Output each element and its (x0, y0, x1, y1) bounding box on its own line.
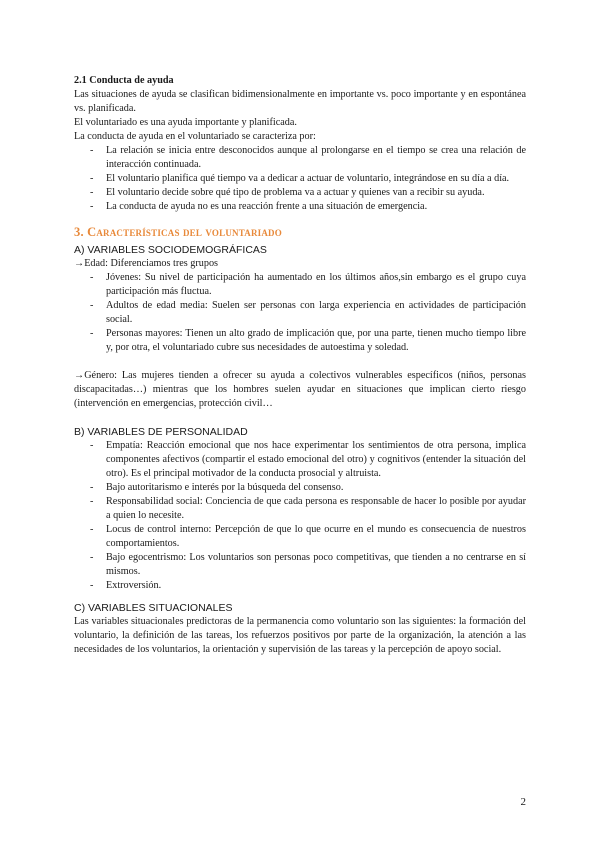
list-item: - Bajo egocentrismo: Los voluntarios son personas poco competitivas, que tienden a no centrarse en sí mismos. (74, 551, 526, 579)
help-characteristics-list (74, 144, 526, 214)
list-item: - La relación se inicia entre desconocidos aunque al prolongarse en el tiempo se crea una relación de interacción continuada. (74, 144, 526, 172)
paragraph-situational: Las variables situacionales predictoras de la permanencia como voluntario son las siguientes: la formación del voluntario, la definición de las tareas, los refuerzos positivos por parte de la organización, la atención a las necesidades de los voluntarios, la orientación y supervisión de las tareas y la percepción de apoyo social. (74, 616, 526, 655)
page-number: 2 (520, 796, 526, 808)
list-item: - La conducta de ayuda no es una reacción frente a una situación de emergencia. (74, 200, 526, 214)
list-item: - Adultos de edad media: Suelen ser personas con larga experiencia en actividades de participación social. (74, 299, 526, 327)
list-item: - Personas mayores: Tienen un alto grado de implicación que, por una parte, tienen mucho tiempo libre y, por otra, el voluntariado cubre sus necesidades de autoestima y soledad. (74, 327, 526, 355)
paragraph-gender: →Género: Las mujeres tienden a ofrecer su ayuda a colectivos vulnerables específicos (niños, personas discapacitadas…) mientras que los hombres suelen ayudar en situaciones que implican cierto riesgo (intervención en emergencias, protección civil… (74, 370, 526, 409)
list-item: - Responsabilidad social: Conciencia de que cada persona es responsable de hacer lo posible por ayudar a quien lo necesite. (74, 495, 526, 523)
paragraph-help-situations: Las situaciones de ayuda se clasifican bidimensionalmente en importante vs. poco importante y en espontánea vs. planificada. (74, 89, 526, 114)
section-2-1-title: 2.1 Conducta de ayuda (74, 75, 174, 86)
subheading-personality: B) VARIABLES DE PERSONALIDAD (74, 426, 248, 438)
paragraph-age: →Edad: Diferenciamos tres grupos (74, 258, 218, 269)
list-item: - Extroversión. (74, 579, 526, 593)
list-item: - Jóvenes: Su nivel de participación ha aumentado en los últimos años,sin embargo es el grupo cuya participación más fluctua. (74, 271, 526, 299)
list-item: - El voluntario decide sobre qué tipo de problema va a actuar y quienes van a recibir su ayuda. (74, 186, 526, 200)
paragraph-characterized-by: La conducta de ayuda en el voluntariado se caracteriza por: (74, 131, 316, 142)
paragraph-volunteering-help: El voluntariado es una ayuda importante y planificada. (74, 117, 297, 128)
list-item: - Locus de control interno: Percepción de que lo que ocurre en el mundo es consecuencia de nuestros comportamientos. (74, 523, 526, 551)
document-page (74, 74, 526, 657)
age-groups-list (74, 271, 526, 355)
list-item: - El voluntario planifica qué tiempo va a dedicar a actuar de voluntario, integrándose en su día a día. (74, 172, 526, 186)
section-3-title: 3. Características del voluntariado (74, 225, 282, 239)
personality-list (74, 439, 526, 593)
subheading-sociodemographic: A) VARIABLES SOCIODEMOGRÁFICAS (74, 244, 267, 256)
subheading-situational: C) VARIABLES SITUACIONALES (74, 602, 233, 614)
list-item: - Empatía: Reacción emocional que nos hace experimentar los sentimientos de otra persona, implica componentes afectivos (compartir el estado emocional del otro) y cognitivos (entender la situación del otro). Es el principal motivador de la conducta prosocial y altruista. (74, 439, 526, 481)
list-item: - Bajo autoritarismo e interés por la búsqueda del consenso. (74, 481, 526, 495)
